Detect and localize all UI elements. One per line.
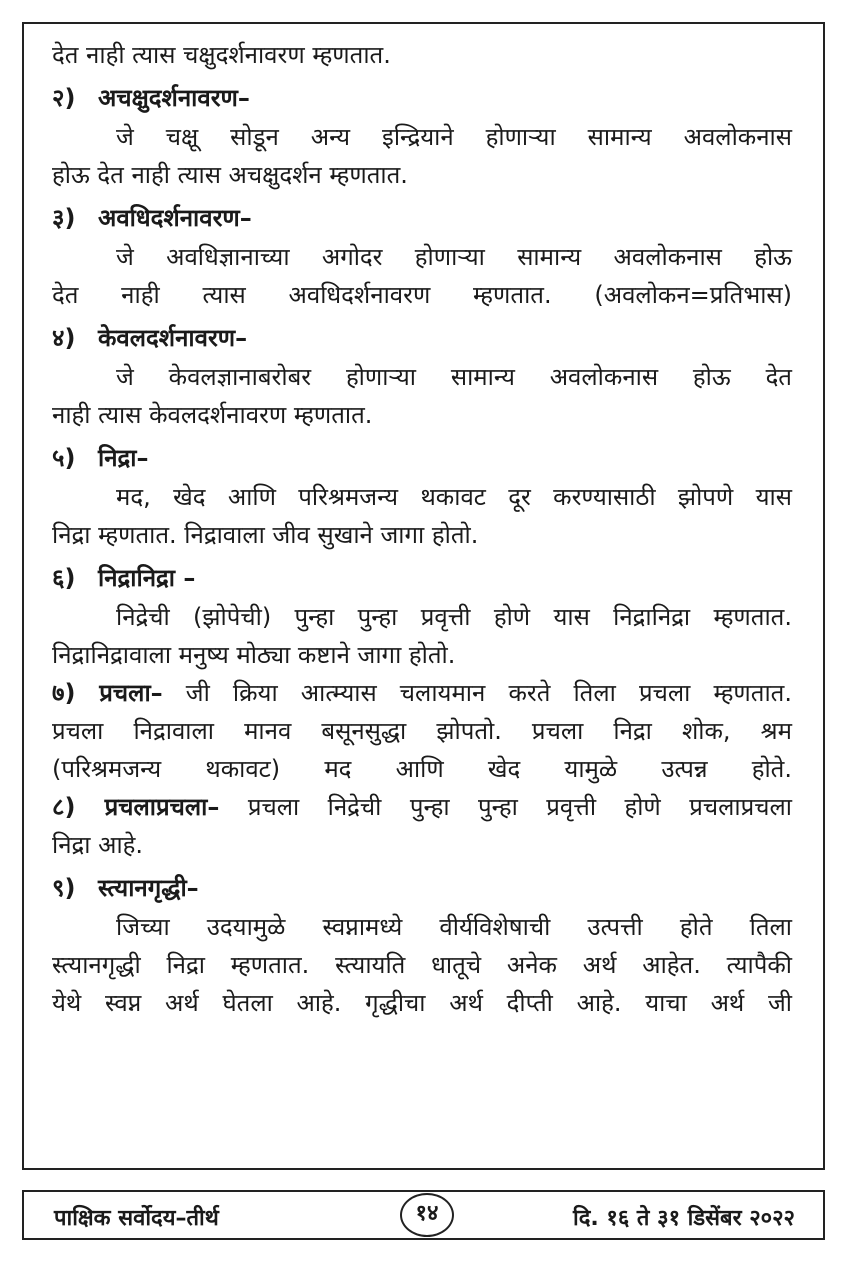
paragraph-line: देत नाही त्यास अवधिदर्शनावरण म्हणतात. (अवलोकन=प्रतिभास) [52,281,792,309]
paragraph-line: देत नाही त्यास चक्षुदर्शनावरण म्हणतात. [52,41,391,69]
paragraph-line: प्रचला निद्रावाला मानव बसूनसुद्धा झोपतो. प्रचला निद्रा शोक, श्रम [52,717,792,745]
issue-date: दि. १६ ते ३१ डिसेंबर २०२२ [573,1206,795,1231]
paragraph-line [52,788,792,826]
paragraph-text: जी क्रिया आत्म्यास चलायमान करते तिला प्रचला म्हणतात. [185,679,792,707]
section-heading [52,318,792,358]
paragraph-line: निद्रा आहे. [52,831,144,859]
section-heading-inline: ७) प्रचला– [52,679,163,707]
section-number: ५) [52,444,76,472]
section-heading [52,198,792,238]
paragraph-line: जिच्या उदयामुळे स्वप्नामध्ये वीर्यविशेषाची उत्पत्ती होते तिला [116,913,792,941]
section-heading [52,78,792,118]
paragraph-line: निद्रा म्हणतात. निद्रावाला जीव सुखाने जागा होतो. [52,521,479,549]
paragraph-line: जे चक्षू सोडून अन्य इन्द्रियाने होणाऱ्या सामान्य अवलोकनास [116,123,792,151]
paragraph-line: स्त्यानगृद्धी निद्रा म्हणतात. स्त्यायति धातूचे अनेक अर्थ आहेत. त्यापैकी [52,951,792,979]
paragraph-line: नाही त्यास केवलदर्शनावरण म्हणतात. [52,401,373,429]
section-heading-inline: ८) प्रचलाप्रचला– [52,793,220,821]
section-title: स्त्यानगृद्धी– [98,874,199,902]
paragraph-text: प्रचला निद्रेची पुन्हा पुन्हा प्रवृत्ती होणे प्रचलाप्रचला [247,793,792,821]
paragraph-line: होऊ देत नाही त्यास अचक्षुदर्शन म्हणतात. [52,161,408,189]
publication-name: पाक्षिक सर्वोदय–तीर्थ [54,1206,219,1231]
section-title: अचक्षुदर्शनावरण– [98,84,250,112]
section-heading [52,558,792,598]
section-number: ६) [52,564,76,592]
section-number: ३) [52,204,76,232]
main-text [52,36,792,1022]
section-heading [52,868,792,908]
paragraph-line: मद, खेद आणि परिश्रमजन्य थकावट दूर करण्यासाठी झोपणे यास [116,483,792,511]
paragraph-line: निद्रानिद्रावाला मनुष्य मोठ्या कष्टाने जागा होतो. [52,641,456,669]
section-number: २) [52,84,76,112]
section-number: ४) [52,324,76,352]
section-heading [52,438,792,478]
paragraph-line [52,674,792,712]
section-title: निद्रा– [98,444,149,472]
section-number: ९) [52,874,76,902]
paragraph-line: (परिश्रमजन्य थकावट) मद आणि खेद यामुळे उत्पन्न होते. [52,755,792,783]
paragraph-line: जे अवधिज्ञानाच्या अगोदर होणाऱ्या सामान्य अवलोकनास होऊ [116,243,792,271]
paragraph-line: येथे स्वप्न अर्थ घेतला आहे. गृद्धीचा अर्थ दीप्ती आहे. याचा अर्थ जी [52,989,792,1017]
section-title: अवधिदर्शनावरण– [98,204,252,232]
section-title: निद्रानिद्रा – [98,564,196,592]
paragraph-line: निद्रेची (झोपेची) पुन्हा पुन्हा प्रवृत्ती होणे यास निद्रानिद्रा म्हणतात. [116,603,792,631]
page-footer [22,1190,825,1240]
paragraph-line: जे केवलज्ञानाबरोबर होणाऱ्या सामान्य अवलोकनास होऊ देत [116,363,792,391]
page-number: १४ [400,1193,454,1237]
section-title: केवलदर्शनावरण– [98,324,248,352]
